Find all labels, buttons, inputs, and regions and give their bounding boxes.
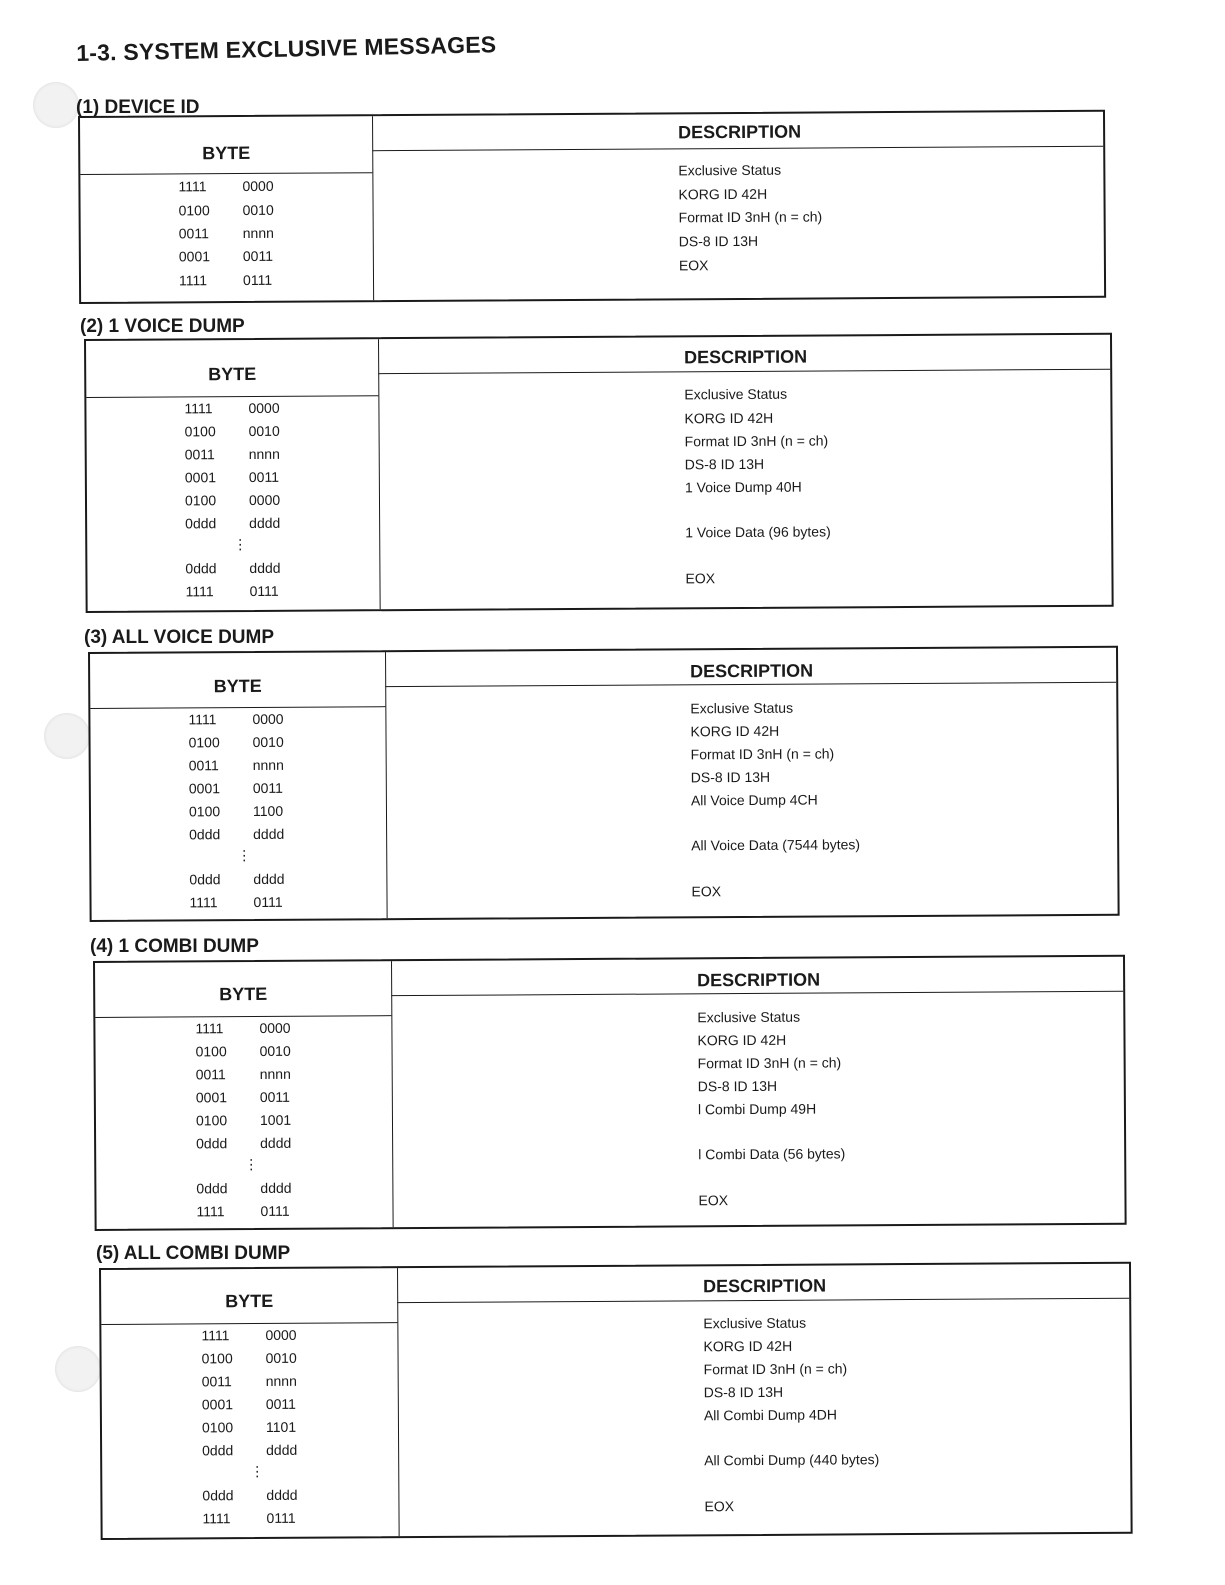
description-line: DS-8 ID 13H — [690, 768, 771, 786]
byte-row: 0001 0011 — [184, 468, 280, 486]
description-line: Format ID 3nH (n = ch) — [684, 432, 829, 450]
continuation-dots: ⋮ — [244, 1155, 259, 1173]
byte-column-header: BYTE — [219, 983, 268, 1005]
byte-row: 0001 0011 — [178, 247, 274, 265]
description-line: Format ID 3nH (n = ch) — [703, 1360, 848, 1378]
byte-row: 0100 0010 — [201, 1349, 297, 1367]
section-heading: (5) ALL COMBI DUMP — [96, 1243, 291, 1264]
description-line: All Combi Dump 4DH — [703, 1406, 838, 1424]
description-line: KORG ID 42H — [703, 1337, 793, 1355]
description-column-header: DESCRIPTION — [690, 660, 814, 682]
byte-row: 0100 1100 — [188, 802, 284, 820]
byte-header-rule — [101, 1322, 397, 1325]
byte-row: 1111 0000 — [184, 399, 280, 417]
description-line: KORG ID 42H — [697, 1031, 787, 1049]
byte-row: 1111 0111 — [189, 893, 283, 911]
page-title: 1-3. SYSTEM EXCLUSIVE MESSAGES — [76, 31, 497, 66]
byte-column-header: BYTE — [225, 1290, 274, 1312]
description-line: EOX — [704, 1498, 735, 1515]
byte-row: 0ddd dddd — [185, 559, 281, 577]
description-line: EOX — [691, 883, 722, 900]
byte-row: 0ddd dddd — [202, 1486, 298, 1504]
description-header-rule — [385, 682, 1116, 687]
byte-row: 1111 0111 — [202, 1509, 296, 1527]
column-divider — [397, 1268, 400, 1536]
voice-dump-table — [84, 333, 1114, 613]
description-line: EOX — [678, 257, 709, 274]
byte-row: 0001 0011 — [188, 779, 283, 797]
description-line: All Voice Data (7544 bytes) — [691, 836, 861, 854]
description-line: Format ID 3nH (n = ch) — [678, 208, 823, 226]
description-line: Format ID 3nH (n = ch) — [697, 1054, 842, 1072]
byte-row: 0100 0010 — [188, 733, 284, 751]
description-header-rule — [372, 146, 1103, 151]
byte-row: 1111 0000 — [201, 1326, 297, 1344]
byte-header-rule — [90, 706, 385, 709]
byte-row: 0011 nnnn — [188, 756, 284, 774]
description-line: l Combi Data (56 bytes) — [698, 1145, 846, 1163]
column-divider — [385, 652, 388, 918]
byte-row: 0ddd dddd — [202, 1441, 298, 1459]
section-heading: (2) 1 VOICE DUMP — [80, 316, 245, 337]
punch-hole-decoration — [44, 713, 90, 759]
byte-row: 1111 0111 — [178, 271, 273, 289]
byte-row: 1111 0000 — [188, 710, 284, 728]
punch-hole-decoration — [55, 1346, 101, 1392]
description-line: Exclusive Status — [703, 1314, 807, 1332]
byte-row: 0011 nnnn — [201, 1372, 297, 1390]
byte-row: 0100 0010 — [184, 422, 280, 440]
byte-row: 1111 0000 — [178, 177, 274, 195]
description-line: KORG ID 42H — [678, 185, 768, 203]
column-divider — [378, 339, 381, 609]
byte-row: 0100 1101 — [201, 1418, 297, 1436]
description-line: 1 Voice Data (96 bytes) — [685, 523, 831, 541]
description-header-rule — [378, 369, 1110, 374]
description-line: DS-8 ID 13H — [684, 455, 765, 473]
byte-header-rule — [86, 395, 378, 398]
byte-row: 0100 1001 — [195, 1111, 292, 1129]
continuation-dots: ⋮ — [250, 1462, 265, 1480]
description-line: All Voice Dump 4CH — [690, 791, 818, 809]
byte-row: 0011 nnnn — [195, 1065, 291, 1083]
column-divider — [391, 961, 394, 1227]
description-line: l Combi Dump 49H — [697, 1100, 817, 1118]
description-header-rule — [391, 991, 1123, 996]
byte-row: 0001 0011 — [195, 1088, 290, 1106]
byte-header-rule — [80, 172, 372, 175]
combi-dump-table — [93, 955, 1127, 1231]
description-line: DS-8 ID 13H — [697, 1077, 778, 1095]
section-heading: (3) ALL VOICE DUMP — [84, 627, 275, 648]
byte-column-header: BYTE — [213, 675, 262, 697]
description-line: KORG ID 42H — [684, 409, 774, 427]
byte-row: 1111 0111 — [185, 582, 279, 600]
description-column-header: DESCRIPTION — [684, 346, 808, 368]
description-line: All Combi Dump (440 bytes) — [704, 1451, 880, 1469]
section-heading: (1) DEVICE ID — [76, 97, 200, 118]
description-line: EOX — [685, 570, 716, 587]
byte-row: 0100 0010 — [195, 1042, 291, 1060]
byte-row: 0011 nnnn — [178, 224, 274, 242]
byte-row: 0ddd dddd — [196, 1179, 292, 1197]
all-voice-dump-table — [88, 646, 1120, 922]
description-line: EOX — [698, 1192, 729, 1209]
description-line: DS-8 ID 13H — [703, 1383, 784, 1401]
description-line: 1 Voice Dump 40H — [684, 478, 802, 496]
byte-row: 1111 0000 — [195, 1019, 291, 1037]
byte-column-header: BYTE — [208, 363, 257, 385]
byte-row: 0ddd dddd — [185, 514, 281, 532]
byte-row: 0100 0000 — [184, 491, 281, 509]
punch-hole-decoration — [33, 82, 79, 128]
description-column-header: DESCRIPTION — [678, 121, 802, 143]
byte-row: 0001 0011 — [201, 1395, 296, 1413]
column-divider — [372, 116, 374, 300]
description-line: Exclusive Status — [690, 699, 794, 717]
description-line: Format ID 3nH (n = ch) — [690, 745, 835, 763]
description-line: Exclusive Status — [684, 385, 788, 403]
section-heading: (4) 1 COMBI DUMP — [90, 936, 259, 957]
description-column-header: DESCRIPTION — [697, 969, 821, 991]
byte-row: 0011 nnnn — [184, 445, 280, 463]
byte-row: 0ddd dddd — [189, 825, 285, 843]
byte-header-rule — [95, 1015, 391, 1018]
description-header-rule — [397, 1298, 1129, 1303]
byte-row: 0100 0010 — [178, 201, 274, 219]
byte-column-header: BYTE — [202, 142, 251, 164]
byte-row: 0ddd dddd — [189, 870, 285, 888]
all-combi-dump-table — [99, 1262, 1133, 1540]
byte-row: 0ddd dddd — [196, 1134, 292, 1152]
description-line: Exclusive Status — [678, 161, 782, 179]
description-line: Exclusive Status — [697, 1008, 801, 1026]
continuation-dots: ⋮ — [237, 847, 252, 864]
byte-row: 1111 0111 — [196, 1202, 290, 1220]
description-line: KORG ID 42H — [690, 722, 780, 740]
description-column-header: DESCRIPTION — [703, 1275, 827, 1297]
device-id-table — [78, 110, 1106, 304]
description-line: DS-8 ID 13H — [678, 232, 759, 250]
continuation-dots: ⋮ — [233, 536, 248, 553]
